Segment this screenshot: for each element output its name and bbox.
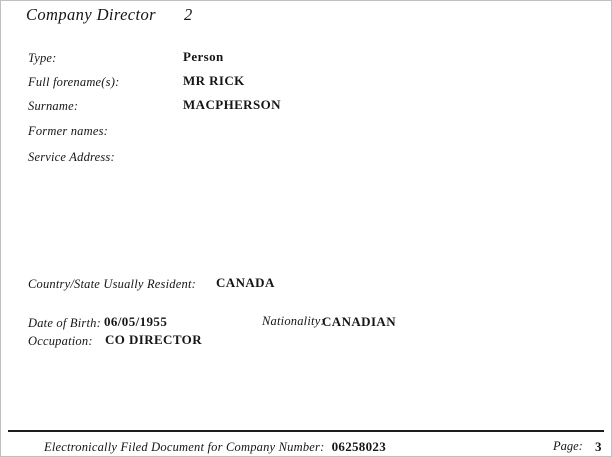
residency-label: Country/State Usually Resident: [28,277,196,291]
field-row-residency [28,275,588,293]
footer-divider [8,430,604,432]
director-number: 2 [184,5,193,24]
surname-label: Surname: [28,99,79,113]
former-names-label: Former names: [28,124,109,138]
footer-filing-text [44,439,386,455]
page-number: 3 [595,439,602,454]
forename-label: Full forename(s): [28,75,120,89]
date-of-birth-value: 06/05/1955 [104,314,168,329]
field-row-surname [28,97,588,115]
field-row-occupation [28,332,588,350]
occupation-label: Occupation: [28,334,93,348]
page-label: Page: [553,439,583,453]
nationality-label: Nationality: [262,314,325,328]
field-row-birth-nationality [28,314,588,332]
surname-value: MACPHERSON [183,97,281,112]
field-row-forename [28,73,588,91]
type-label: Type: [28,51,57,65]
filing-label: Electronically Filed Document for Company Number: [44,440,325,454]
field-row-type [28,49,588,67]
field-row-service-address [28,148,588,166]
nationality-value: CANADIAN [322,314,396,329]
service-address-label: Service Address: [28,150,115,164]
forename-value: MR RICK [183,73,245,88]
company-number: 06258023 [331,439,386,454]
occupation-value: CO DIRECTOR [105,332,202,347]
type-value: Person [183,49,224,64]
date-of-birth-label: Date of Birth: [28,316,101,330]
residency-value: CANADA [216,275,275,290]
page-title: Company Director [26,5,156,24]
field-row-former-names [28,122,588,140]
